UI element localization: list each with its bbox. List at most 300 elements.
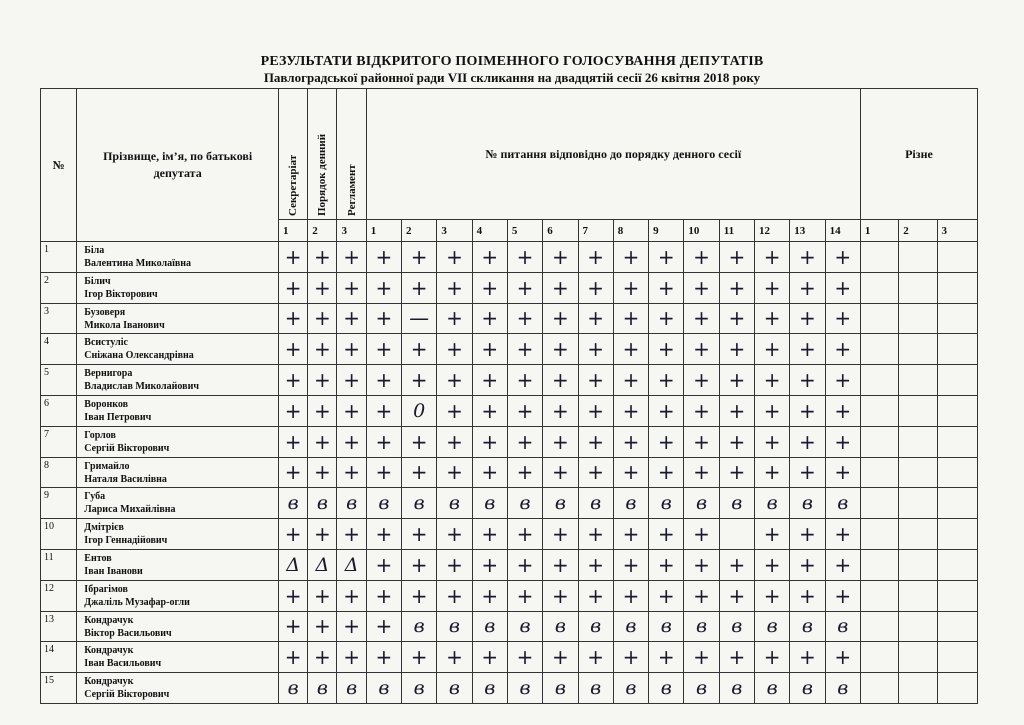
- vote-mark: в: [507, 488, 542, 519]
- vote-mark: [860, 426, 898, 457]
- vote-mark: [860, 242, 898, 273]
- vote-mark: +: [507, 303, 542, 334]
- vote-mark: +: [825, 519, 860, 550]
- vote-mark: в: [366, 488, 401, 519]
- vote-mark: +: [578, 395, 613, 426]
- vote-mark: в: [613, 488, 648, 519]
- vote-mark: +: [825, 272, 860, 303]
- vote-mark: +: [366, 395, 401, 426]
- vote-mark: +: [402, 365, 437, 396]
- vote-mark: +: [472, 272, 507, 303]
- issue-column-number: 3: [437, 220, 472, 242]
- vote-mark: +: [472, 642, 507, 673]
- row-number: 7: [41, 426, 77, 457]
- vote-mark: +: [649, 519, 684, 550]
- vote-mark: [860, 611, 898, 642]
- vote-mark: [937, 519, 977, 550]
- vote-mark: +: [279, 242, 308, 273]
- vote-mark: в: [719, 488, 754, 519]
- deputy-name: [77, 242, 279, 273]
- vote-mark: +: [719, 242, 754, 273]
- vote-mark: +: [754, 365, 789, 396]
- vote-mark: +: [337, 334, 366, 365]
- vote-mark: +: [366, 457, 401, 488]
- header-secretariat-label: Секретаріат: [287, 154, 300, 216]
- vote-mark: [937, 580, 977, 611]
- issue-column-number: 6: [543, 220, 578, 242]
- header-no: №: [41, 89, 77, 242]
- vote-mark: +: [719, 272, 754, 303]
- vote-mark: [899, 395, 937, 426]
- vote-mark: +: [402, 580, 437, 611]
- vote-mark: [937, 673, 977, 704]
- vote-mark: в: [337, 488, 366, 519]
- issue-column-number: 2: [402, 220, 437, 242]
- vote-mark: +: [719, 334, 754, 365]
- deputy-given-names: Лариса Михайлівна: [84, 504, 176, 516]
- deputy-given-names: Валентина Миколаївна: [84, 258, 192, 269]
- vote-mark: [899, 488, 937, 519]
- vote-mark: +: [437, 426, 472, 457]
- vote-mark: в: [366, 673, 401, 704]
- vote-mark: +: [578, 303, 613, 334]
- vote-mark: [899, 673, 937, 704]
- vote-mark: +: [337, 426, 366, 457]
- issue-column-number: 11: [719, 220, 754, 242]
- issue-column-number: 1: [366, 220, 401, 242]
- vote-mark: +: [507, 642, 542, 673]
- vote-mark: [899, 334, 937, 365]
- vote-mark: в: [437, 488, 472, 519]
- vote-mark: в: [472, 611, 507, 642]
- deputy-surname: Ентов: [84, 552, 112, 564]
- vote-mark: +: [337, 580, 366, 611]
- vote-mark: +: [472, 549, 507, 580]
- deputy-surname: Білич: [84, 275, 111, 287]
- vote-mark: +: [437, 580, 472, 611]
- deputy-given-names: Микола Іванович: [84, 319, 165, 331]
- deputy-surname: Ібрагімов: [84, 583, 128, 595]
- vote-mark: +: [825, 334, 860, 365]
- vote-mark: +: [649, 272, 684, 303]
- vote-mark: [860, 642, 898, 673]
- vote-mark: +: [437, 395, 472, 426]
- vote-mark: +: [337, 303, 366, 334]
- row-number: 13: [41, 611, 77, 642]
- vote-mark: +: [684, 580, 719, 611]
- deputy-given-names: Іван Іванови: [84, 565, 143, 577]
- deputy-name: [77, 580, 279, 611]
- table-row: [41, 395, 978, 426]
- issue-column-number: 10: [684, 220, 719, 242]
- vote-mark: +: [437, 303, 472, 334]
- vote-mark: +: [366, 365, 401, 396]
- vote-mark: [937, 242, 977, 273]
- vote-mark: в: [684, 611, 719, 642]
- vote-mark: в: [649, 673, 684, 704]
- vote-mark: в: [825, 611, 860, 642]
- vote-mark: +: [649, 303, 684, 334]
- vote-mark: в: [543, 488, 578, 519]
- table-body: [41, 242, 978, 704]
- vote-mark: +: [279, 519, 308, 550]
- vote-mark: +: [719, 426, 754, 457]
- vote-mark: +: [790, 242, 825, 273]
- vote-mark: Δ: [308, 549, 337, 580]
- deputy-name: [77, 303, 279, 334]
- vote-mark: [860, 272, 898, 303]
- deputy-surname: Дмітрієв: [84, 522, 124, 534]
- row-number: 3: [41, 303, 77, 334]
- vote-mark: в: [825, 673, 860, 704]
- vote-mark: +: [472, 519, 507, 550]
- issue-column-number: 9: [649, 220, 684, 242]
- vote-mark: +: [366, 426, 401, 457]
- vote-mark: [860, 673, 898, 704]
- vote-mark: +: [649, 642, 684, 673]
- vote-mark: +: [279, 272, 308, 303]
- vote-mark: +: [279, 365, 308, 396]
- vote-mark: +: [366, 303, 401, 334]
- vote-mark: +: [790, 457, 825, 488]
- deputy-name: [77, 272, 279, 303]
- vote-mark: +: [507, 426, 542, 457]
- vote-mark: [899, 519, 937, 550]
- vote-mark: +: [613, 272, 648, 303]
- vote-mark: +: [337, 242, 366, 273]
- vote-mark: +: [790, 272, 825, 303]
- vote-mark: +: [825, 580, 860, 611]
- vote-mark: +: [754, 457, 789, 488]
- vote-mark: [860, 365, 898, 396]
- deputy-surname: Горлов: [84, 429, 116, 441]
- vote-mark: +: [754, 303, 789, 334]
- vote-mark: +: [337, 272, 366, 303]
- vote-mark: +: [684, 334, 719, 365]
- vote-mark: +: [613, 519, 648, 550]
- vote-mark: +: [308, 457, 337, 488]
- voting-table: [40, 88, 978, 704]
- table-row: [41, 580, 978, 611]
- vote-mark: +: [649, 334, 684, 365]
- deputy-name: [77, 365, 279, 396]
- vote-mark: +: [337, 519, 366, 550]
- vote-mark: +: [337, 642, 366, 673]
- row-number: 8: [41, 457, 77, 488]
- vote-mark: в: [754, 673, 789, 704]
- vote-mark: +: [684, 242, 719, 273]
- vote-mark: +: [279, 303, 308, 334]
- table-row: [41, 519, 978, 550]
- table-row: [41, 365, 978, 396]
- issue-column-number: 13: [790, 220, 825, 242]
- vote-mark: +: [402, 519, 437, 550]
- vote-mark: +: [613, 642, 648, 673]
- table-row: [41, 334, 978, 365]
- document-title: РЕЗУЛЬТАТИ ВІДКРИТОГО ПОІМЕННОГО ГОЛОСУВАННЯ ДЕПУТАТІВ: [260, 54, 764, 69]
- vote-mark: в: [308, 488, 337, 519]
- vote-mark: +: [308, 365, 337, 396]
- vote-mark: +: [719, 365, 754, 396]
- vote-mark: в: [684, 488, 719, 519]
- header-misc: Різне: [860, 89, 977, 220]
- vote-mark: [899, 303, 937, 334]
- vote-mark: [899, 426, 937, 457]
- deputy-surname: Воронков: [84, 398, 129, 410]
- vote-mark: +: [472, 426, 507, 457]
- row-number: 14: [41, 642, 77, 673]
- vote-mark: +: [649, 580, 684, 611]
- vote-mark: +: [613, 426, 648, 457]
- vote-mark: +: [543, 303, 578, 334]
- issue-column-number: 14: [825, 220, 860, 242]
- deputy-name: [77, 549, 279, 580]
- vote-mark: +: [507, 457, 542, 488]
- header-agenda: [308, 89, 337, 220]
- vote-mark: +: [790, 395, 825, 426]
- header-regulations: [337, 89, 366, 220]
- vote-mark: +: [719, 395, 754, 426]
- vote-mark: +: [402, 642, 437, 673]
- vote-mark: +: [543, 242, 578, 273]
- vote-mark: в: [402, 611, 437, 642]
- vote-mark: +: [308, 426, 337, 457]
- vote-mark: +: [543, 426, 578, 457]
- vote-mark: Δ: [337, 549, 366, 580]
- vote-mark: +: [402, 549, 437, 580]
- table-row: [41, 426, 978, 457]
- deputy-name: [77, 488, 279, 519]
- procedural-column-number: 2: [308, 220, 337, 242]
- vote-mark: в: [472, 673, 507, 704]
- vote-mark: +: [543, 519, 578, 550]
- deputy-surname: Всистуліс: [84, 337, 128, 349]
- vote-mark: [719, 519, 754, 550]
- deputy-given-names: Сергій Вікторович: [84, 689, 170, 701]
- vote-mark: в: [825, 488, 860, 519]
- vote-mark: +: [825, 242, 860, 273]
- table-row: [41, 611, 978, 642]
- vote-mark: +: [279, 642, 308, 673]
- vote-mark: в: [437, 673, 472, 704]
- vote-mark: +: [790, 549, 825, 580]
- document-subtitle: Павлоградської районної ради VII скликання на двадцятій сесії 26 квітня 2018 року: [263, 70, 761, 85]
- vote-mark: +: [402, 426, 437, 457]
- vote-mark: +: [613, 395, 648, 426]
- vote-mark: [860, 549, 898, 580]
- vote-mark: +: [437, 365, 472, 396]
- vote-mark: +: [366, 549, 401, 580]
- vote-mark: +: [472, 365, 507, 396]
- vote-mark: +: [472, 334, 507, 365]
- vote-mark: +: [366, 642, 401, 673]
- vote-mark: +: [719, 580, 754, 611]
- vote-mark: в: [337, 673, 366, 704]
- vote-mark: +: [543, 642, 578, 673]
- vote-mark: —: [402, 303, 437, 334]
- vote-mark: +: [684, 519, 719, 550]
- deputy-given-names: Владислав Миколайович: [84, 381, 199, 393]
- vote-mark: в: [308, 673, 337, 704]
- vote-mark: в: [543, 673, 578, 704]
- row-number: 15: [41, 673, 77, 704]
- vote-mark: в: [507, 611, 542, 642]
- vote-mark: +: [308, 242, 337, 273]
- misc-column-number: 3: [937, 220, 977, 242]
- table-row: [41, 549, 978, 580]
- row-number: 5: [41, 365, 77, 396]
- vote-mark: +: [337, 395, 366, 426]
- deputy-surname: Біла: [84, 245, 105, 256]
- vote-mark: +: [613, 365, 648, 396]
- header-regulations-label: Регламент: [345, 164, 358, 216]
- vote-mark: +: [754, 642, 789, 673]
- vote-mark: +: [279, 426, 308, 457]
- deputy-name: [77, 457, 279, 488]
- vote-mark: +: [684, 642, 719, 673]
- vote-mark: +: [684, 457, 719, 488]
- vote-mark: +: [366, 334, 401, 365]
- vote-mark: +: [543, 549, 578, 580]
- vote-mark: [860, 303, 898, 334]
- vote-mark: +: [613, 242, 648, 273]
- vote-mark: [899, 580, 937, 611]
- vote-mark: +: [578, 642, 613, 673]
- vote-mark: +: [366, 580, 401, 611]
- vote-mark: +: [613, 303, 648, 334]
- vote-mark: +: [684, 549, 719, 580]
- vote-mark: +: [790, 303, 825, 334]
- vote-mark: +: [543, 457, 578, 488]
- vote-mark: [860, 334, 898, 365]
- deputy-surname: Гримайло: [84, 460, 130, 472]
- vote-mark: +: [437, 242, 472, 273]
- vote-mark: [860, 519, 898, 550]
- procedural-column-number: 3: [337, 220, 366, 242]
- vote-mark: +: [613, 549, 648, 580]
- vote-mark: +: [437, 272, 472, 303]
- vote-mark: +: [402, 457, 437, 488]
- vote-mark: в: [543, 611, 578, 642]
- vote-mark: в: [790, 673, 825, 704]
- vote-mark: в: [472, 488, 507, 519]
- vote-mark: +: [308, 611, 337, 642]
- deputy-name: [77, 395, 279, 426]
- vote-mark: [937, 334, 977, 365]
- vote-mark: +: [613, 580, 648, 611]
- vote-mark: [899, 549, 937, 580]
- deputy-given-names: Сергій Вікторович: [84, 442, 170, 454]
- deputy-surname: Кондрачук: [84, 645, 134, 657]
- vote-mark: в: [578, 488, 613, 519]
- vote-mark: +: [684, 303, 719, 334]
- vote-mark: +: [402, 242, 437, 273]
- vote-mark: +: [308, 272, 337, 303]
- vote-mark: [937, 488, 977, 519]
- vote-mark: [899, 457, 937, 488]
- vote-mark: +: [825, 549, 860, 580]
- vote-mark: +: [279, 395, 308, 426]
- vote-mark: +: [308, 580, 337, 611]
- vote-mark: +: [543, 580, 578, 611]
- vote-mark: +: [437, 334, 472, 365]
- vote-mark: [937, 457, 977, 488]
- deputy-surname: Бузоверя: [84, 306, 126, 318]
- vote-mark: +: [507, 580, 542, 611]
- vote-mark: +: [337, 457, 366, 488]
- deputy-name: [77, 519, 279, 550]
- vote-mark: +: [790, 519, 825, 550]
- vote-mark: +: [790, 334, 825, 365]
- vote-mark: +: [543, 272, 578, 303]
- vote-mark: +: [649, 365, 684, 396]
- deputy-surname: Вернигора: [84, 368, 133, 380]
- row-number: 11: [41, 549, 77, 580]
- vote-mark: в: [613, 611, 648, 642]
- vote-mark: в: [279, 488, 308, 519]
- table-row: [41, 272, 978, 303]
- vote-mark: +: [437, 642, 472, 673]
- misc-column-number: 2: [899, 220, 937, 242]
- issue-column-number: 4: [472, 220, 507, 242]
- vote-mark: +: [366, 611, 401, 642]
- vote-mark: +: [825, 642, 860, 673]
- vote-mark: +: [308, 642, 337, 673]
- vote-mark: +: [337, 611, 366, 642]
- vote-mark: +: [308, 303, 337, 334]
- vote-mark: +: [366, 242, 401, 273]
- vote-mark: +: [308, 395, 337, 426]
- vote-mark: [899, 611, 937, 642]
- vote-mark: +: [613, 457, 648, 488]
- vote-mark: +: [790, 642, 825, 673]
- vote-mark: +: [649, 426, 684, 457]
- vote-mark: +: [754, 519, 789, 550]
- vote-mark: +: [578, 334, 613, 365]
- vote-mark: +: [437, 519, 472, 550]
- header-secretariat: [279, 89, 308, 220]
- vote-mark: +: [507, 519, 542, 550]
- vote-mark: +: [472, 457, 507, 488]
- vote-mark: +: [790, 365, 825, 396]
- header-issues: № питання відповідно до порядку денного сесії: [366, 89, 860, 220]
- vote-mark: [937, 365, 977, 396]
- vote-mark: +: [754, 426, 789, 457]
- row-number: 12: [41, 580, 77, 611]
- vote-mark: в: [613, 673, 648, 704]
- row-number: 4: [41, 334, 77, 365]
- vote-mark: +: [337, 365, 366, 396]
- vote-mark: +: [754, 242, 789, 273]
- vote-mark: +: [437, 457, 472, 488]
- vote-mark: +: [684, 395, 719, 426]
- procedural-column-number: 1: [279, 220, 308, 242]
- deputy-given-names: Іван Петрович: [84, 411, 152, 423]
- vote-mark: +: [578, 426, 613, 457]
- vote-mark: +: [543, 334, 578, 365]
- header-name: Прізвище, ім’я, по батькові депутата: [77, 89, 279, 242]
- table-row: [41, 242, 978, 273]
- vote-mark: +: [578, 519, 613, 550]
- vote-mark: +: [507, 549, 542, 580]
- deputy-given-names: Сніжана Олександрівна: [84, 350, 194, 362]
- deputy-name: [77, 334, 279, 365]
- vote-mark: в: [507, 673, 542, 704]
- row-number: 1: [41, 242, 77, 273]
- row-number: 6: [41, 395, 77, 426]
- deputy-given-names: Іван Васильович: [84, 658, 162, 670]
- vote-mark: +: [402, 272, 437, 303]
